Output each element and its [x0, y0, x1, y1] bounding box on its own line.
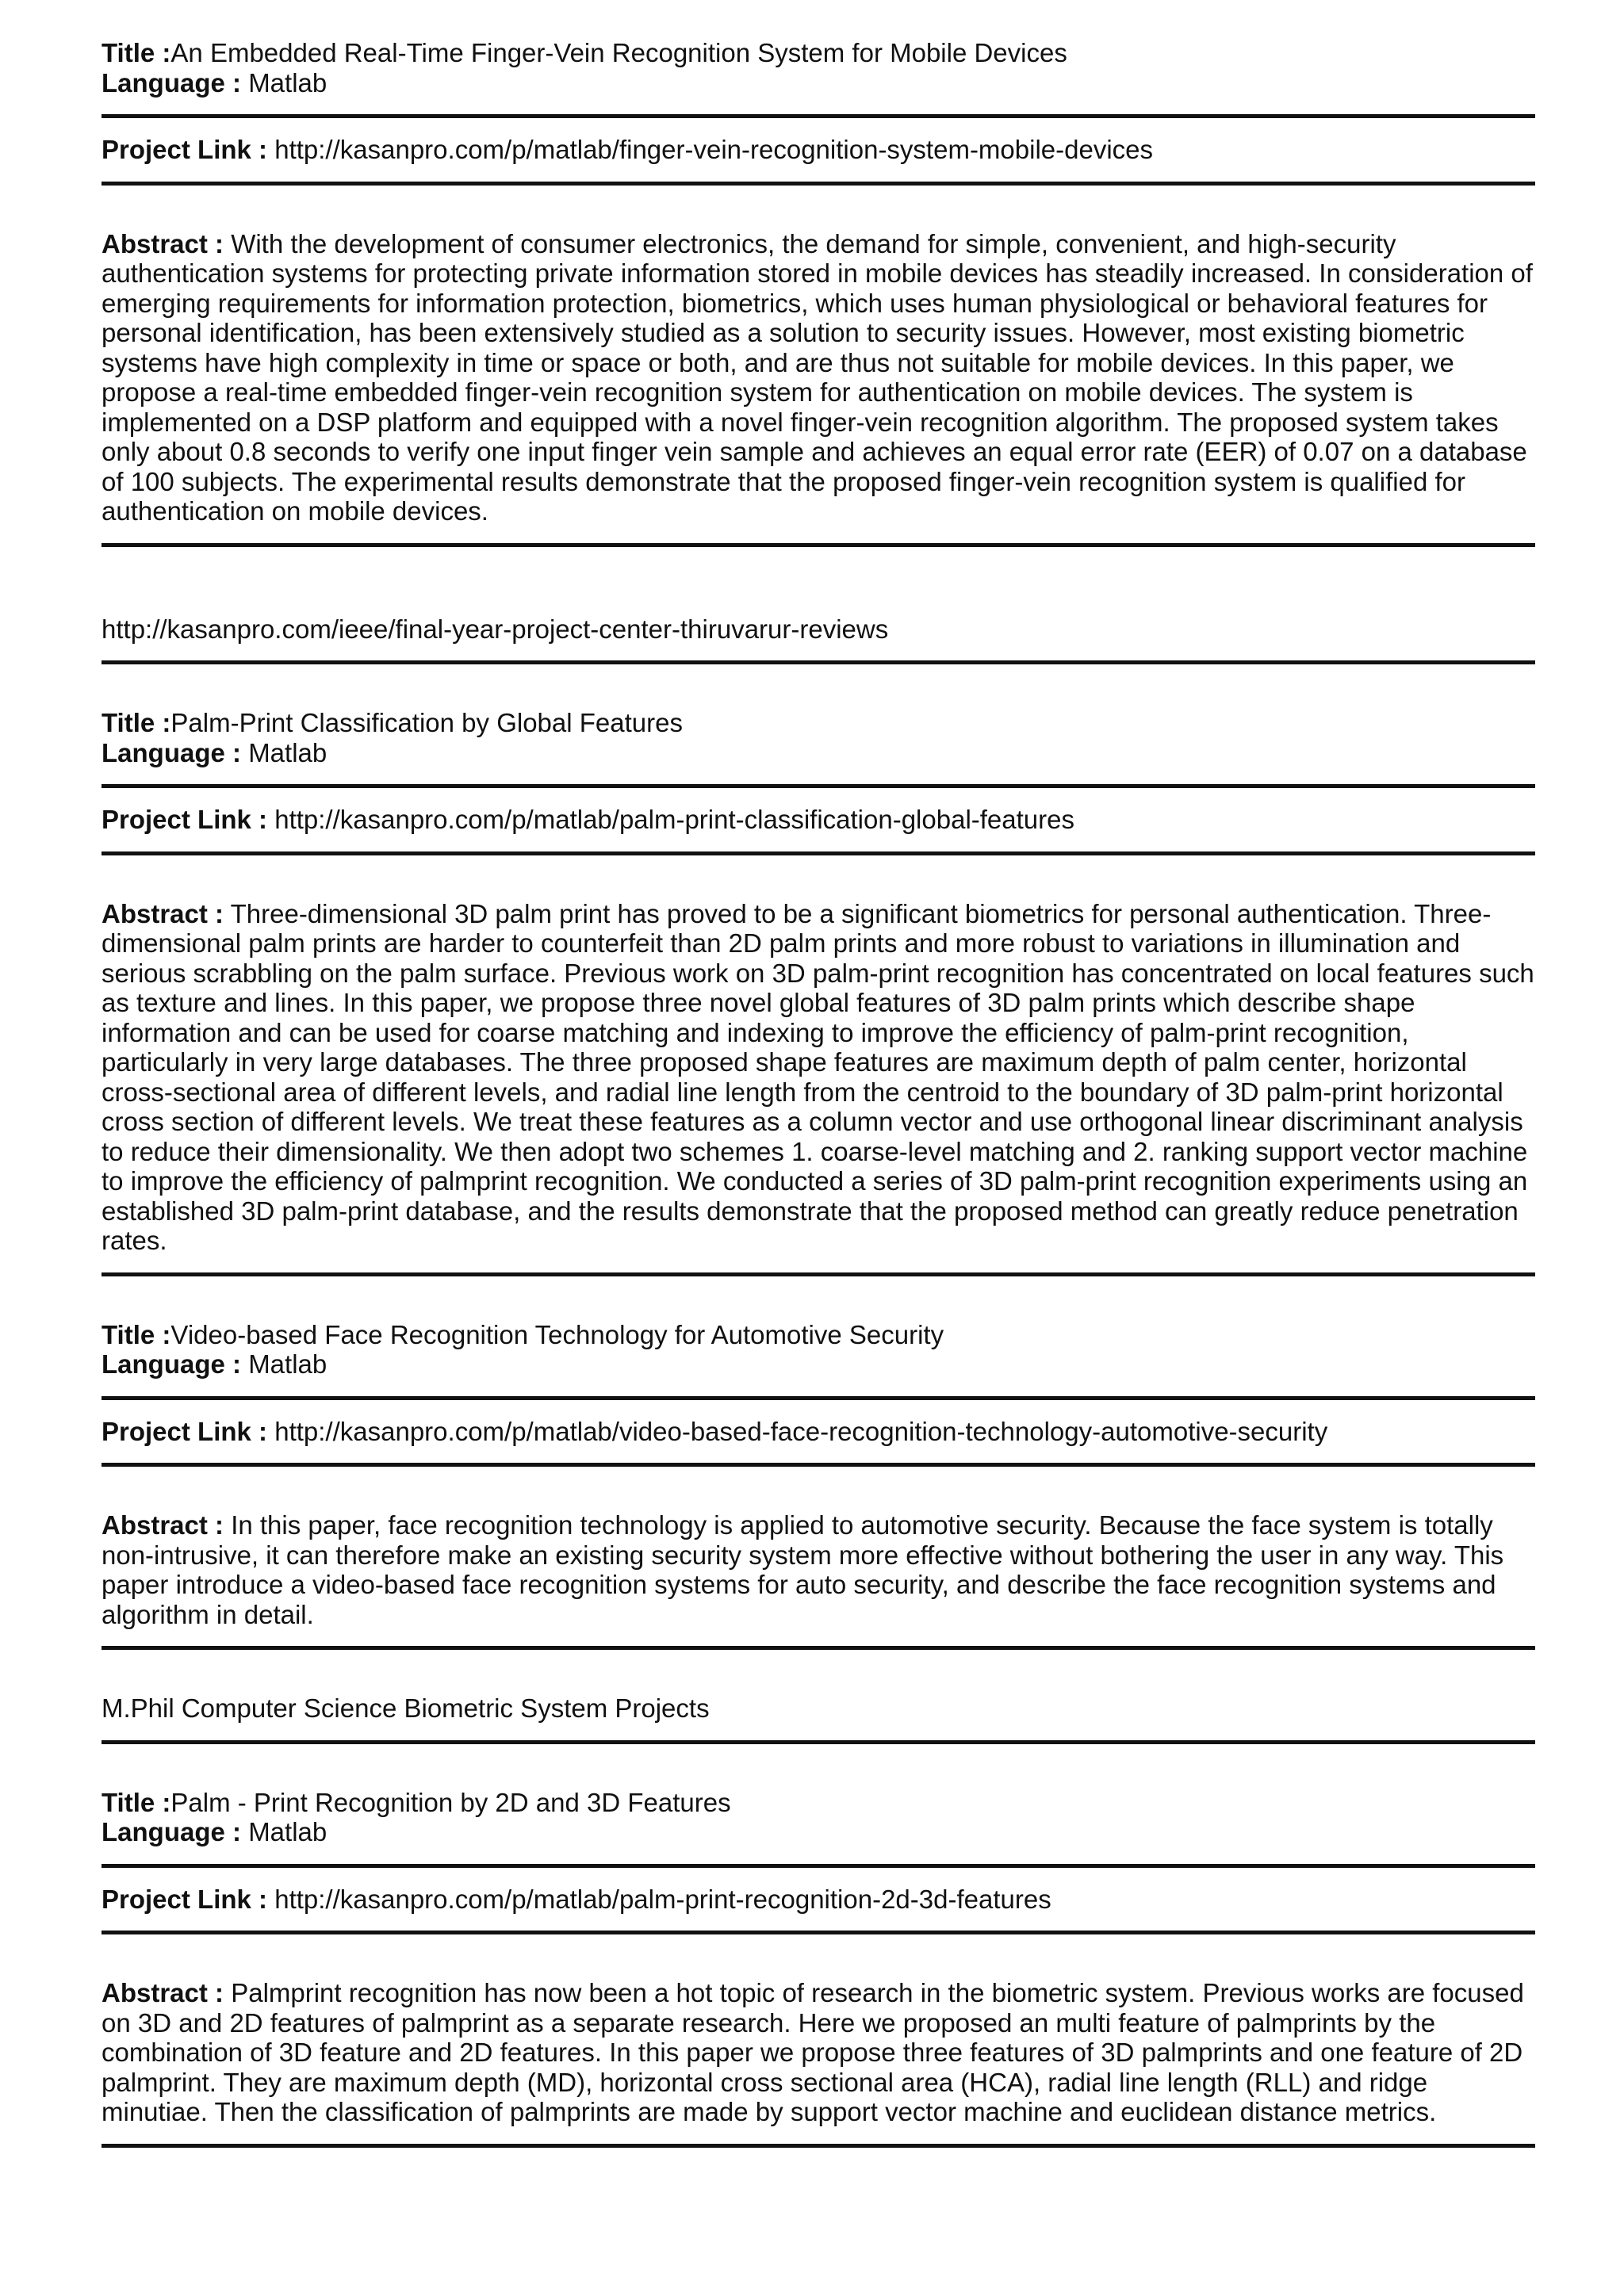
project-language: Matlab	[248, 737, 327, 767]
project-link[interactable]: http://kasanpro.com/p/matlab/palm-print-classification-global-features	[274, 805, 1075, 834]
project-language: Matlab	[248, 1817, 327, 1846]
divider	[102, 1396, 1535, 1400]
abstract-text: Three-dimensional 3D palm print has proved to be a significant biometrics for personal authentication. Three- dimensional palm prints are harder to counterfeit than 2D palm prints and more robust to variations in illumination and serious scrabbling on the palm surface. Previous work on 3D palm-print recognition has concentrated on local features such as texture and lines. In this paper, we propose three novel global features of 3D palm prints which describe shape information and can be used for coarse matching and indexing to improve the efficiency of palm-print recognition, particularly in very large databases. The three proposed shape features are maximum depth of palm center, horizontal cross-sectional area of different levels, and radial line length from the centroid to the boundary of 3D palm-print horizontal cross section of different levels. We treat these features as a column vector and use orthogonal linear discriminant analysis to reduce their dimensionality. We then adopt two schemes 1. coarse-level matching and 2. ranking support vector machine to improve the efficiency of palmprint recognition. We conducted a series of 3D palm-print recognition experiments using an established 3D palm-print database, and the results demonstrate that the proposed method can greatly reduce penetration rates.	[102, 898, 1534, 1255]
project-block-2	[102, 708, 1535, 1276]
title-line	[102, 38, 1535, 68]
divider	[102, 1646, 1535, 1650]
divider	[102, 1740, 1535, 1744]
project-link-label: Project Link :	[102, 1884, 268, 1914]
abstract-paragraph	[102, 229, 1535, 526]
title-label: Title :	[102, 708, 171, 737]
title-line	[102, 1320, 1535, 1350]
divider	[102, 1864, 1535, 1868]
language-line	[102, 1349, 1535, 1380]
language-line	[102, 68, 1535, 98]
project-language: Matlab	[248, 1349, 327, 1379]
title-label: Title :	[102, 1787, 171, 1817]
title-line	[102, 708, 1535, 738]
language-line	[102, 1817, 1535, 1847]
abstract-text: In this paper, face recognition technology is applied to automotive security. Because the face system is totally non-intrusive, it can therefore make an existing security system more effective without bothering the user in any way. This paper introduce a video-based face recognition systems for auto security, and describe the face recognition systems and algorithm in detail.	[102, 1510, 1504, 1629]
divider	[102, 182, 1535, 186]
project-title: Palm - Print Recognition by 2D and 3D Features	[170, 1787, 731, 1817]
project-title: An Embedded Real-Time Finger-Vein Recognition System for Mobile Devices	[170, 38, 1067, 67]
abstract-label: Abstract :	[102, 898, 224, 928]
abstract-paragraph	[102, 1978, 1535, 2127]
abstract-paragraph	[102, 899, 1535, 1256]
project-link-label: Project Link :	[102, 805, 268, 834]
title-label: Title :	[102, 1319, 171, 1349]
language-line	[102, 738, 1535, 768]
project-block-1	[102, 38, 1535, 547]
language-label: Language :	[102, 1349, 242, 1379]
divider	[102, 851, 1535, 855]
divider	[102, 1272, 1535, 1276]
project-link-label: Project Link :	[102, 1416, 268, 1446]
reviews-link[interactable]: http://kasanpro.com/ieee/final-year-project-center-thiruvarur-reviews	[102, 614, 889, 644]
divider	[102, 2144, 1535, 2148]
abstract-label: Abstract :	[102, 1978, 224, 2007]
divider	[102, 784, 1535, 788]
project-link-line	[102, 805, 1535, 835]
abstract-paragraph	[102, 1510, 1535, 1629]
project-link-line	[102, 1885, 1535, 1915]
title-label: Title :	[102, 38, 171, 67]
abstract-label: Abstract :	[102, 228, 224, 258]
project-block-3	[102, 1320, 1535, 1651]
language-label: Language :	[102, 737, 242, 767]
project-link-label: Project Link :	[102, 135, 268, 164]
language-label: Language :	[102, 1817, 242, 1846]
abstract-text: With the development of consumer electronics, the demand for simple, convenient, and high-security authentication systems for protecting private information stored in mobile devices has steadily increased. In consideration of emerging requirements for information protection, biometrics, which uses human physiological or behavioral features for personal identification, has been extensively studied as a solution to security issues. However, most existing biometric systems have high complexity in time or space or both, and are thus not suitable for mobile devices. In this paper, we propose a real-time embedded finger-vein recognition system for authentication on mobile devices. The system is implemented on a DSP platform and equipped with a novel finger-vein recognition algorithm. The proposed system takes only about 0.8 seconds to verify one input finger vein sample and achieves an equal error rate (EER) of 0.07 on a database of 100 subjects. The experimental results demonstrate that the proposed finger-vein recognition system is qualified for authentication on mobile devices.	[102, 228, 1533, 526]
divider	[102, 114, 1535, 118]
divider	[102, 1931, 1535, 1934]
section-heading: M.Phil Computer Science Biometric System Projects	[102, 1693, 710, 1723]
project-link-line	[102, 135, 1535, 165]
project-link[interactable]: http://kasanpro.com/p/matlab/video-based-face-recognition-technology-automotive-security	[274, 1416, 1328, 1446]
project-link[interactable]: http://kasanpro.com/p/matlab/palm-print-recognition-2d-3d-features	[274, 1884, 1051, 1914]
abstract-label: Abstract :	[102, 1510, 224, 1540]
divider	[102, 1463, 1535, 1467]
project-title: Palm-Print Classification by Global Features	[170, 708, 683, 737]
project-title: Video-based Face Recognition Technology for Automotive Security	[170, 1319, 944, 1349]
project-link[interactable]: http://kasanpro.com/p/matlab/finger-vein-recognition-system-mobile-devices	[274, 135, 1154, 164]
divider	[102, 543, 1535, 547]
project-link-line	[102, 1417, 1535, 1447]
project-block-4	[102, 1788, 1535, 2148]
abstract-text: Palmprint recognition has now been a hot topic of research in the biometric system. Previous works are focused on 3D and 2D features of palmprint as a separate research. Here we proposed an multi feature of palmprints by the combination of 3D feature and 2D features. In this paper we propose three features of 3D palmprints and one feature of 2D palmprint. They are maximum depth (MD), horizontal cross sectional area (HCA), radial line length (RLL) and ridge minutiae. Then the classification of palmprints are made by support vector machine and euclidean distance metrics.	[102, 1978, 1524, 2126]
document-page	[102, 38, 1535, 2148]
project-language: Matlab	[248, 67, 327, 98]
divider	[102, 660, 1535, 664]
title-line	[102, 1788, 1535, 1818]
language-label: Language :	[102, 67, 242, 98]
